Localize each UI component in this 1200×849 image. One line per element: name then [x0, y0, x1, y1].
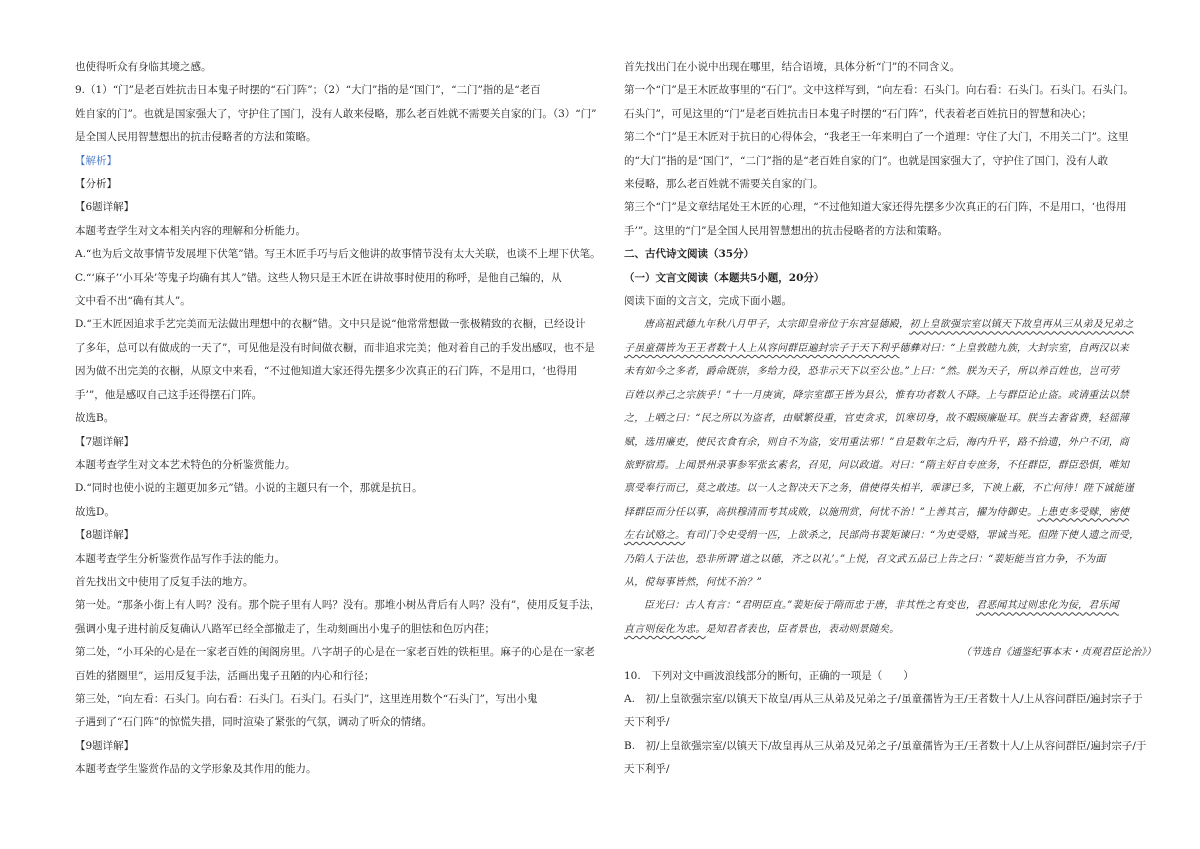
text-line: 手’”，他是感叹自己这手还得摆石门阵。: [75, 388, 263, 401]
section-heading: 【6题详解】: [75, 201, 135, 214]
text-line: 故选B。: [75, 412, 115, 425]
text-line: 第三处，“向左看：石头门。向右看：石头门。石头门。石头门”，这里连用数个“石头门”，写出小鬼: [75, 692, 538, 705]
classical-text-line: [624, 337, 1156, 360]
text-line: 本题考查学生对文本艺术特色的分析鉴赏能力。: [75, 458, 296, 471]
option-a-line: 天下利乎/: [624, 716, 670, 729]
text-line: 第三个“门”是文章结尾处王木匠的心理，“不过他知道大家还得先摆多少次真正的石门阵，不是用口，‘也得用: [624, 201, 1127, 214]
underlined-text: 上患吏多受赇，密使: [1037, 506, 1130, 518]
right-column: [624, 56, 1156, 782]
classical-text: 有司门令史受绢一匹，上欲杀之，民部尚书裴矩谏曰：“为吏受赂，罪诚当死。但陛下使人遗之而受，: [685, 530, 1140, 542]
classical-text: 德彝对曰：“上皇敦睦九族，大封宗室，自两汉以来: [899, 342, 1130, 354]
text-line: 本题考查学生鉴赏作品的文学形象及其作用的能力。: [75, 763, 317, 776]
text-line: 的“大门”指的是“国门”，“二门”指的是“老百姓自家的门”。也就是国家强大了，守护住了国门，没有人敢: [624, 154, 1108, 167]
text-line: 本题考查学生分析鉴赏作品写作手法的能力。: [75, 552, 285, 565]
underlined-text: 直言则佞化为忠。: [624, 623, 706, 635]
text-line: 石头门”，可见这里的“门”是老百姓抗击日本鬼子时摆的“石门阵”，代表着老百姓抗日的智慧和决心；: [624, 107, 1092, 120]
classical-text: 臣光曰：古人有言：“君明臣直。”裴矩佞于隋而忠于唐，非其性之有变也，: [644, 600, 977, 612]
classical-text-line: 百姓以养己之宗族乎！”十一月庚寅，降宗室郡王皆为县公，惟有功者数人不降。上与群臣论止盗。或请重法以禁: [624, 389, 1130, 401]
classical-text-line: [624, 524, 1156, 547]
classical-text: 是知君者表也，臣者景也，表动则景随矣。: [705, 623, 900, 635]
option-b-line: B. 初/上皇欲强宗室/以镇天下/故皇再从三从弟及兄弟之子/虽童孺皆为王/王者数十人/上从容问群臣/遍封宗子/于: [624, 739, 1147, 752]
classical-text: 择群臣而分任以事，高拱穆清而考其成败，以施刑赏，何忧不治！”上善其言，擢为侍御史。: [624, 506, 1038, 518]
section-heading: 【8题详解】: [75, 529, 135, 542]
text-line: 百姓的猪圈里”，运用反复手法，活画出鬼子丑陋的内心和行径；: [75, 669, 375, 682]
classical-text-line: 之，上哂之曰：“民之所以为盗者，由赋繁役重，官吏贪求，饥寒切身，故不暇顾廉耻耳。朕当去奢省费，轻徭薄: [624, 413, 1130, 425]
classical-text-line: [624, 501, 1156, 524]
underlined-text: 左右试赂之。: [624, 530, 686, 542]
text-line: 第二个“门”是王木匠对于抗日的心得体会，“我老王一年来明白了一个道理：守住了大门，不用关二门”。这里: [624, 131, 1129, 144]
classical-text-line: 乃陷人于法也，恐非所谓‘道之以德，齐之以礼’。”上悦，召文武五品已上告之曰：“裴矩能当官力争，不为面: [624, 553, 1106, 565]
option-a-line: A. 初/上皇欲强宗室/以镇天下故皇/再从三从弟及兄弟之子/虽童孺皆为王/王者数十人/上从容问群臣/遍封宗子于: [624, 692, 1143, 705]
text-line: 来侵略，那么老百姓就不需要关自家的门。: [624, 178, 824, 191]
text-line: 故选D。: [75, 505, 115, 518]
text-line: C.“‘麻子’‘小耳朵’等鬼子均确有其人”错。这些人物只是王木匠在讲故事时使用的称呼，是他自己编的，从: [75, 271, 562, 284]
classical-text-line: 禀受奉行而已，莫之敢违。以一人之智决天下之务，借使得失相半，乖谬已多，下谀上蔽，不亡何待！陛下诚能谨: [624, 483, 1134, 495]
source-citation: （节选自《通鉴纪事本末・贞观君臣论治》）: [961, 647, 1156, 659]
text-line: 因为做不出完美的衣橱，从原文中来看，“不过他知道大家还得先摆多少次真正的石门阵，不是用口，‘也得用: [75, 365, 578, 378]
part-heading: 二、古代诗文阅读（35分）: [624, 248, 755, 261]
text-line: A.“也为后文故事情节发展埋下伏笔”错。写王木匠手巧与后文他讲的故事情节没有太大关联，也谈不上埋下伏笔。: [75, 248, 601, 261]
answer-9-line: 9.（1）“门”是老百姓抗击日本鬼子时摆的“石门阵”；（2）“大门”指的是“国门”，“二门”指的是“老百: [75, 84, 541, 97]
classical-text-line: 未有如今之多者，爵命既崇，多给力役，恐非示天下以至公也。”上曰：“然。朕为天子，所以养百姓也，岂可劳: [624, 366, 1120, 378]
text-line: 首先找出门在小说中出现在哪里，结合语境，具体分析“门”的不同含义。: [624, 61, 961, 73]
classical-text-line: [624, 618, 1156, 641]
text-line: 了多年，总可以有做成的一天了”，可见他是没有时间做衣橱，而非追求完美；他对着自己的手发出感叹，也不是: [75, 341, 595, 354]
wavy-underlined-text: 初上皇欲强宗室以镇天下故皇再从三从弟及兄弟之: [909, 319, 1134, 331]
text-line: 手’”。这里的“门”是全国人民用智慧想出的抗击侵略者的方法和策略。: [624, 224, 948, 237]
classical-text-line: 从，傥每事皆然，何忧不治？”: [624, 576, 762, 588]
text-line: 子遇到了“石门阵”的惊慌失措，同时渲染了紧张的气氛，调动了听众的情绪。: [75, 716, 433, 729]
section-heading: 【分析】: [75, 178, 117, 191]
text-line: 强调小鬼子进村前反复确认八路军已经全部撤走了，生动刻画出小鬼子的胆怯和色厉内荏；: [75, 622, 495, 635]
option-b-line: 天下利乎/: [624, 763, 670, 776]
classical-text: 唐高祖武德九年秋八月甲子，太宗即皇帝位于东宫显德殿，: [644, 319, 910, 331]
left-column: [75, 56, 607, 782]
instruction-line: 阅读下面的文言文，完成下面小题。: [624, 295, 792, 308]
classical-text-line: [624, 594, 1156, 617]
text-line: 第一处。“那条小街上有人吗？没有。那个院子里有人吗？没有。那堆小树丛背后有人吗？没有”，使用反复手法，: [75, 599, 601, 612]
section-heading: 【9题详解】: [75, 739, 135, 752]
text-line: D.“同时也使小说的主题更加多元”错。小说的主题只有一个，那就是抗日。: [75, 482, 423, 495]
answer-9-line: 是全国人民用智慧想出的抗击侵略者的方法和策略。: [75, 131, 317, 144]
text-line: 第二处，“小耳朵的心是在一家老百姓的闺阁房里。八字胡子的心是在一家老百姓的铁柜里。麻子的心是在一家老: [75, 646, 595, 659]
text-line: 文中看不出“确有其人”。: [75, 295, 191, 308]
classical-text-line: [624, 313, 1156, 336]
classical-text-line: 旅野宿焉。上闻景州录事参军张玄素名，召见，问以政道。对曰：“隋主好自专庶务，不任群臣，群臣恐惧，唯知: [624, 459, 1130, 471]
subpart-heading: （一）文言文阅读（本题共5小题，20分）: [624, 271, 825, 284]
section-heading: 【7题详解】: [75, 435, 135, 448]
text-line: D.“王木匠因追求手艺完美而无法做出理想中的衣橱”错。文中只是说“他常常想做一张极精致的衣橱，已经设计: [75, 318, 586, 331]
analysis-heading: 【解析】: [75, 154, 117, 167]
answer-9-line: 姓自家的门”。也就是国家强大了，守护住了国门，没有人敢来侵略，那么老百姓就不需要关自家的门。（3）“门”: [75, 107, 597, 120]
text-line: 本题考查学生对文本相关内容的理解和分析能力。: [75, 224, 306, 237]
text-line: 首先找出文中使用了反复手法的地方。: [75, 575, 254, 588]
question-10: 10. 下列对文中画波浪线部分的断句，正确的一项是（ ）: [624, 669, 914, 682]
underlined-text: 君恶闻其过则忠化为佞，君乐闻: [976, 600, 1119, 612]
text-line: 第一个“门”是王木匠故事里的“石门”。文中这样写到，“向左看：石头门。向右看：石头门。石头门。石头门。: [624, 84, 1134, 97]
wavy-underlined-text: 子虽童孺皆为王王者数十人上从容问群臣遍封宗子于天下利乎: [624, 342, 900, 354]
classical-text-line: 赋，选用廉吏，使民衣食有余，则自不为盗，安用重法邪！”自是数年之后，海内升平，路不拾遗，外户不闭，商: [624, 436, 1130, 448]
text-line: 也使得听众有身临其境之感。: [75, 61, 212, 73]
